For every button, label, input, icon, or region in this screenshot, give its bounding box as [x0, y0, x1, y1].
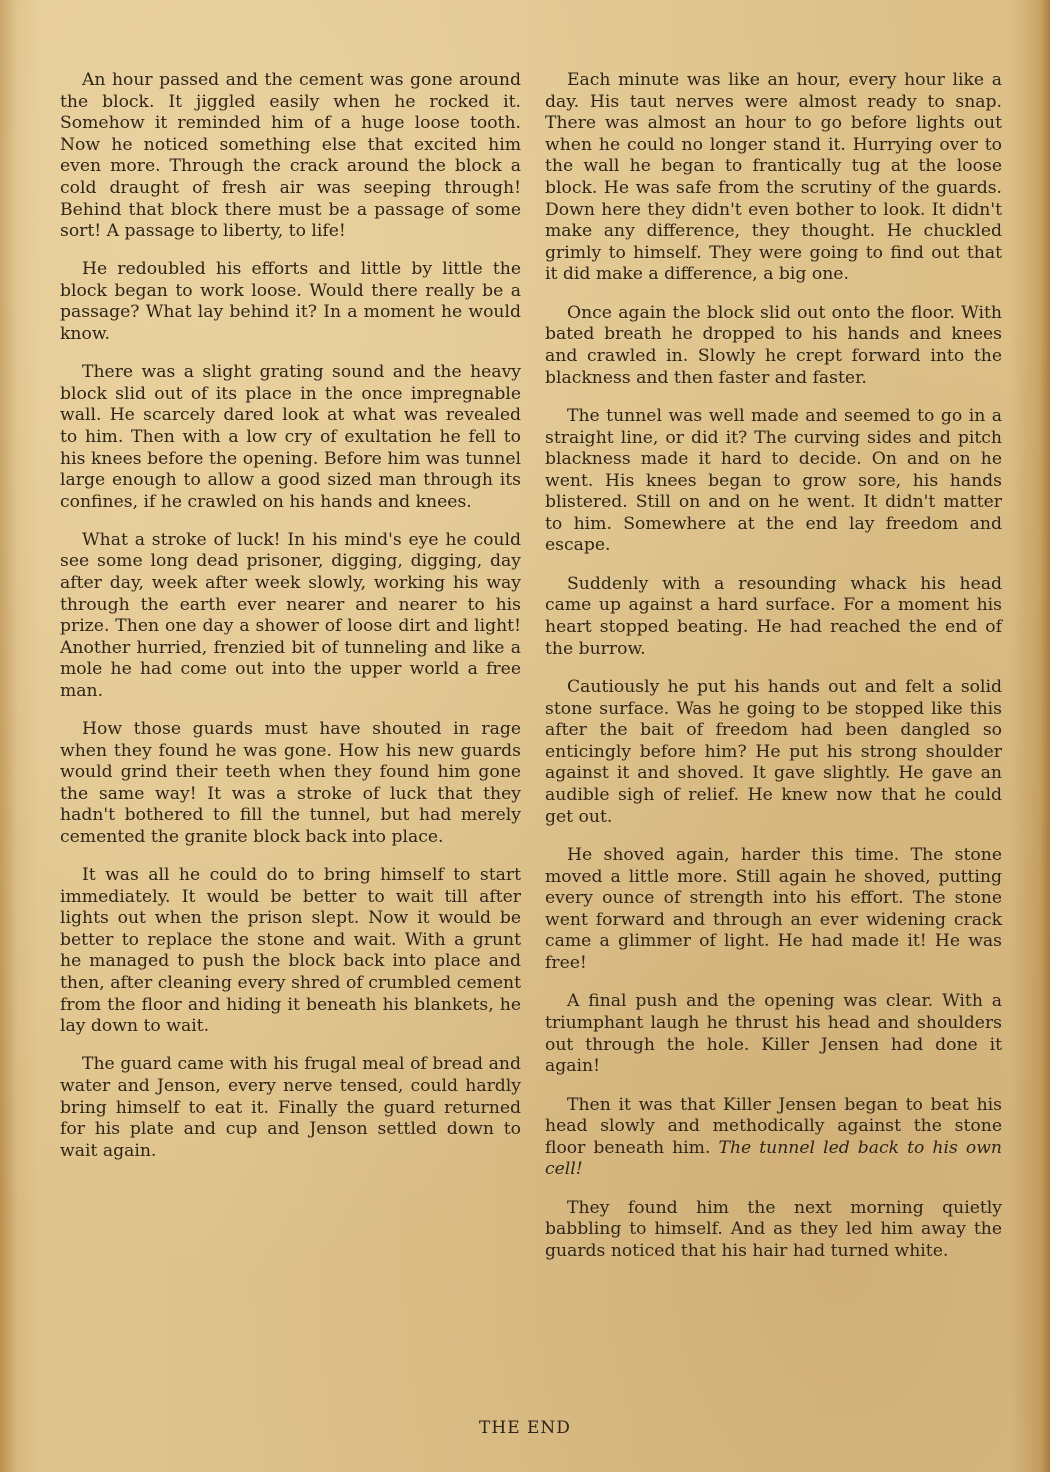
- paragraph: The guard came with his frugal meal of bread and water and Jenson, every nerve tensed, could hardly bring himself to eat it. Finally the guard returned for his plate and cup and Jenson settled down to wait again.: [60, 1054, 521, 1161]
- right-text-column: [545, 70, 1002, 1279]
- paragraph: He redoubled his efforts and little by little the block began to work loose. Would there really be a passage? What lay behind it? In a moment he would know.: [60, 259, 521, 345]
- twist-lead: Then it was that Killer Jensen began to beat his head slowly and methodically against the stone floor beneath him.: [545, 1094, 1002, 1158]
- paragraph: There was a slight grating sound and the heavy block slid out of its place in the once impregnable wall. He scarcely dared look at what was revealed to him. Then with a low cry of exultation he fell to his knees before the opening. Before him was tunnel large enough to allow a good sized man through its confines, if he crawled on his hands and knees.: [60, 362, 521, 512]
- twist-italic: The tunnel led back to his own cell!: [545, 1137, 1002, 1180]
- paragraph: Each minute was like an hour, every hour like a day. His taut nerves were almost ready to snap. There was almost an hour to go before lights out when he could no longer stand it. Hurrying over to the wall he began to frantically tug at the loose block. He was safe from the scrutiny of the guards. Down here they didn't even bother to look. It didn't make any difference, they thought. He chuckled grimly to himself. They were going to find out that it did make a difference, a big one.: [545, 70, 1002, 285]
- paragraph: A final push and the opening was clear. With a triumphant laugh he thrust his head and shoulders out through the hole. Killer Jensen had done it again!: [545, 991, 1002, 1077]
- paragraph: An hour passed and the cement was gone around the block. It jiggled easily when he rocked it. Somehow it reminded him of a huge loose tooth. Now he noticed something else that excited him even more. Through the crack around the block a cold draught of fresh air was seeping through! Behind that block there must be a passage of some sort! A passage to liberty, to life!: [60, 70, 521, 242]
- paragraph: How those guards must have shouted in rage when they found he was gone. How his new guards would grind their teeth when they found him gone the same way! It was a stroke of luck that they hadn't bothered to fill the tunnel, but had merely cemented the granite block back into place.: [60, 719, 521, 847]
- paragraph: What a stroke of luck! In his mind's eye he could see some long dead prisoner, digging, digging, day after day, week after week slowly, working his way through the earth ever nearer and nearer to his prize. Then one day a shower of loose dirt and light! Another hurried, frenzied bit of tunneling and like a mole he had come out into the upper world a free man.: [60, 529, 521, 701]
- left-text-column: [60, 70, 521, 1179]
- twist-paragraph: [545, 1095, 1002, 1181]
- paragraph: Suddenly with a resounding whack his head came up against a hard surface. For a moment his heart stopped beating. He had reached the end of the burrow.: [545, 573, 1002, 659]
- paragraph: He shoved again, harder this time. The stone moved a little more. Still again he shoved, putting every ounce of strength into his effort. The stone went forward and through an ever widening crack came a glimmer of light. He had made it! He was free!: [545, 844, 1002, 973]
- paragraph: Once again the block slid out onto the floor. With bated breath he dropped to his hands and knees and crawled in. Slowly he crept forward into the blackness and then faster and faster.: [545, 302, 1002, 388]
- paragraph: Cautiously he put his hands out and felt a solid stone surface. Was he going to be stopped like this after the bait of freedom had been dangled so enticingly before him? He put his strong shoulder against it and shoved. It gave slightly. He gave an audible sigh of relief. He knew now that he could get out.: [545, 677, 1002, 827]
- paragraph: The tunnel was well made and seemed to go in a straight line, or did it? The curving sides and pitch blackness made it hard to decide. On and on he went. His knees began to grow sore, his hands blistered. Still on and on he went. It didn't matter to him. Somewhere at the end lay freedom and escape.: [545, 405, 1002, 556]
- paragraph: It was all he could do to bring himself to start immediately. It would be better to wait till after lights out when the prison slept. Now it would be better to replace the stone and wait. With a grunt he managed to push the block back into place and then, after cleaning every shred of crumbled cement from the floor and hiding it beneath his blankets, he lay down to wait.: [60, 865, 521, 1037]
- the-end-footer: THE END: [479, 1418, 571, 1438]
- paragraph: They found him the next morning quietly babbling to himself. And as they led him away the guards noticed that his hair had turned white.: [545, 1197, 1002, 1261]
